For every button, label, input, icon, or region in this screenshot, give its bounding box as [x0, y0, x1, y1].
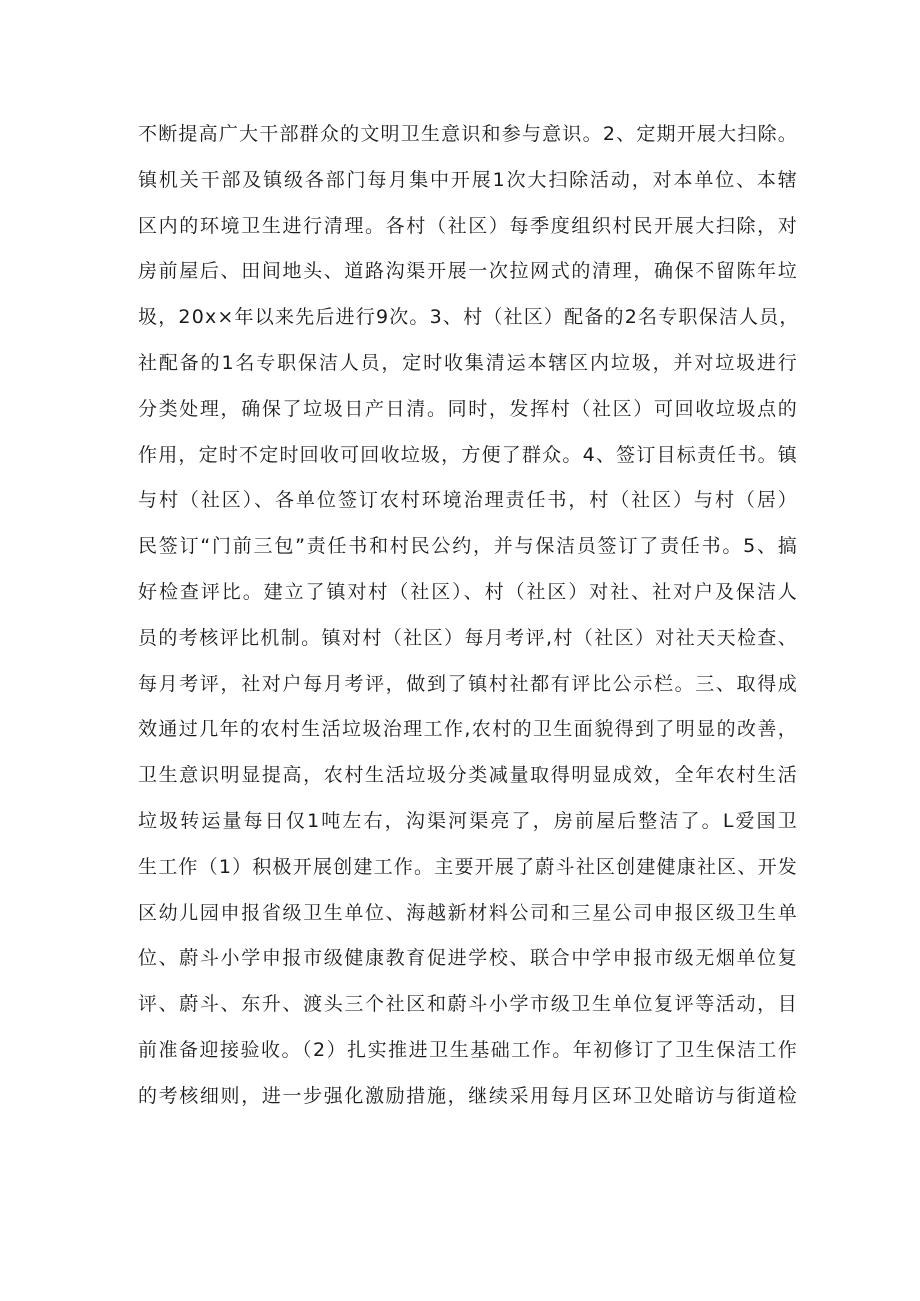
text-line: 区内的环境卫生进行清理。各村（社区）每季度组织村民开展大扫除，对	[138, 214, 798, 237]
text-line: 评、蔚斗、东升、渡头三个社区和蔚斗小学市级卫生单位复评等活动，目	[138, 993, 798, 1016]
text-line: 作用，定时不定时回收可回收垃圾，方便了群众。4、签订目标责任书。镇	[138, 443, 798, 466]
text-line: 圾，20x×年以来先后进行9次。3、村（社区）配备的2名专职保洁人员，	[138, 306, 800, 329]
text-line: 的考核细则，进一步强化激励措施，继续采用每月区环卫处暗访与街道检	[138, 1084, 798, 1107]
text-line: 员的考核评比机制。镇对村（社区）每月考评,村（社区）对社天天检查、	[138, 626, 798, 649]
text-line: 垃圾转运量每日仅1吨左右，沟渠河渠亮了，房前屋后整洁了。L爱国卫	[138, 809, 798, 832]
text-line: 房前屋后、田间地头、道路沟渠开展一次拉网式的清理，确保不留陈年垃	[138, 260, 798, 283]
text-line: 民签订“门前三包”责任书和村民公约，并与保洁员签订了责任书。5、搞	[138, 535, 798, 558]
text-line: 社配备的1名专职保洁人员，定时收集清运本辖区内垃圾，并对垃圾进行	[138, 351, 798, 374]
body-text	[138, 112, 798, 1120]
text-line: 位、蔚斗小学申报市级健康教育促进学校、联合中学申报市级无烟单位复	[138, 947, 798, 970]
text-line: 镇机关干部及镇级各部门每月集中开展1次大扫除活动，对本单位、本辖	[138, 168, 798, 191]
text-line: 每月考评，社对户每月考评，做到了镇村社都有评比公示栏。三、取得成	[138, 672, 798, 695]
text-line: 前准备迎接验收。（2）扎实推进卫生基础工作。年初修订了卫生保洁工作	[138, 1038, 798, 1061]
text-line: 与村（社区）、各单位签订农村环境治理责任书，村（社区）与村（居）	[138, 489, 798, 512]
text-line: 生工作（1）积极开展创建工作。主要开展了蔚斗社区创建健康社区、开发	[138, 855, 798, 878]
text-line: 卫生意识明显提高，农村生活垃圾分类减量取得明显成效，全年农村生活	[138, 764, 798, 787]
text-line: 区幼儿园申报省级卫生单位、海越新材料公司和三星公司申报区级卫生单	[138, 901, 798, 924]
text-line: 效通过几年的农村生活垃圾治理工作,农村的卫生面貌得到了明显的改善，	[138, 718, 798, 741]
text-line: 不断提高广大干部群众的文明卫生意识和参与意识。2、定期开展大扫除。	[138, 123, 798, 145]
text-line: 分类处理，确保了垃圾日产日清。同时，发挥村（社区）可回收垃圾点的	[138, 397, 798, 420]
text-line: 好检查评比。建立了镇对村（社区）、村（社区）对社、社对户及保洁人	[138, 580, 798, 603]
